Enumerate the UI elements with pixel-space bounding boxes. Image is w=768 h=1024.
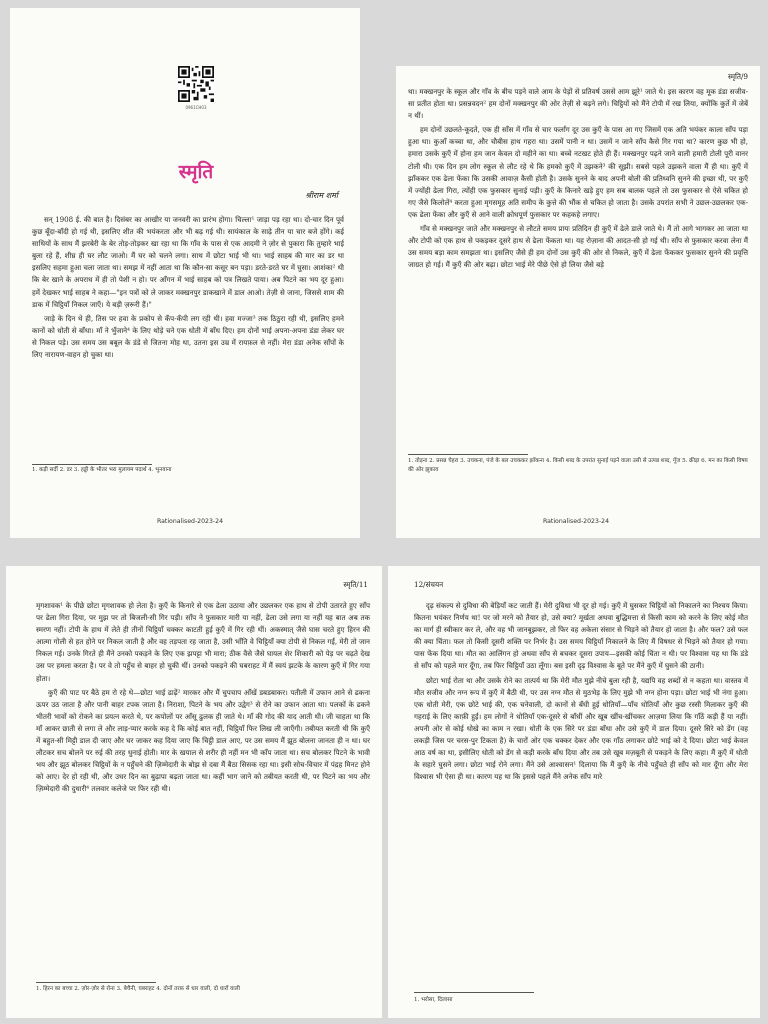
footnotes: 1. भरोसा, दिलासा <box>414 997 453 1003</box>
page-right-bottom <box>388 566 760 1018</box>
chapter-title: स्मृति <box>178 161 214 183</box>
footnotes: 1. कड़ी सर्दी 2. डर 3. हड्डी के भीतर भरा मुलायम पदार्थ 4. भुनवाना <box>32 467 172 473</box>
running-head: 12/संचयन <box>414 580 444 589</box>
footnotes: 1. हिरन का बच्चा 2. ज़ोर-ज़ोर से रोना 3. बेचैनी, घबराहट 4. दोनों तरफ़ से धार वाली, दो धारों वाली <box>36 986 240 992</box>
footnote-rule <box>414 992 534 993</box>
rationalised-stamp: Rationalised-2023-24 <box>542 518 610 525</box>
paragraph: सन् 1908 ई. की बात है। दिसंबर का आखीर या जनवरी का प्रारंभ होगा। चिल्ला¹ जाड़ा पड़ रहा था। दो-चार दिन पूर्व कुछ बूँदा-बाँदी हो गई थी, इसलिए शीत की भयंकरता और भी बढ़ गई थी। सायंकाल के साढ़े तीन या चार बजे होंगे। कई साथियों के साथ मैं झरबेरी के बेर तोड़-तोड़कर खा रहा था कि गाँव के पास से एक आदमी ने ज़ोर से पुकारा कि तुम्हारे भाई बुला रहे हैं, शीघ्र ही घर लौट जाओ। मैं घर को चलने लगा। साथ में छोटा भाई भी था। भाई साहब की मार का डर था इसलिए सहमा हुआ चला जाता था। समझ में नहीं आता था कि कौन-सा कसूर बन पड़ा। डरते-डरते घर में घुसा। आशंका² थी कि बेर खाने के अपराध में ही तो पेशी न हो। पर आँगन में भाई साहब को पत्र लिखते पाया। अब पिटने का भय दूर हुआ। हमें देखकर भाई साहब ने कहा—"इन पत्रों को ले जाकर मक्खनपुर डाकखाने में डाल आओ। तेज़ी से जाना, जिससे शाम की डाक में चिट्ठियाँ निकल जाएँ। ये बड़ी ज़रूरी हैं।" <box>32 215 344 309</box>
running-head: स्मृति/9 <box>727 72 748 81</box>
paragraph: गाँव से मक्खनपुर जाते और मक्खनपुर से लौटते समय प्रायः प्रतिदिन ही कुएँ में ढेले डाले जाते थे। मैं तो आगे भागकर आ जाता था और टोपी को एक हाथ से पकड़कर दूसरे हाथ से ढेला फेंकता था। यह रोज़ाना की आदत-सी हो गई थी। साँप से फुसकार करवा लेना मैं उस समय बड़ा काम समझता था। इसलिए जैसे ही हम दोनों उस कुएँ की ओर से निकले, कुएँ में ढेला फेंककर फुसकार सुनने की प्रवृत्ति जाग्रत हो गई। मैं कुएँ की ओर बढ़ा। छोटा भाई मेरे पीछे ऐसे हो लिया जैसे बड़े <box>408 224 748 270</box>
body-text <box>36 600 370 798</box>
page-left-bottom <box>6 566 382 1018</box>
footnote-rule <box>36 982 156 983</box>
rationalised-stamp: Rationalised-2023-24 <box>156 518 224 525</box>
paragraph: हम दोनों उछलते-कूदते, एक ही साँस में गाँव से चार फर्लांग दूर उस कुएँ के पास आ गए जिसमें एक अति भयंकर काला साँप पड़ा हुआ था। कुआँ कच्चा था, और चौबीस हाथ गहरा था। उसमें पानी न था। उसमें न जाने साँप कैसे गिर गया था? कारण कुछ भी हो, हमारा उसके कुएँ में होना हम जान केवल दो महीने का था। बच्चे नटखट होते ही हैं। मक्खनपुर पढ़ने जाने वाली हमारी टोली पूरी वानर टोली थी। एक दिन हम लोग स्कूल से लौट रहे थे कि हमको कुएँ में उझकने³ की सूझी। सबसे पहले उझकने वाला मैं ही था। कुएँ में झाँककर एक ढेला फेंका कि उसकी आवाज़ कैसी होती है। उसके सुनने के बाद अपनी बोली की प्रतिध्वनि सुनने की इच्छा थी, पर कुएँ में ज्योंही ढेला गिरा, त्योंही एक फुसकार सुनाई पड़ी। कुएँ के किनारे खड़े हुए हम सब बालक पहले तो उस फुसकार से ऐसे चकित हो गए जैसे किलोलें⁴ करता हुआ मृगसमूह अति समीप के कुत्ते की भौंक से चकित हो जाता है। उसके उपरांत सभी ने उछल-उछलकर एक-एक ढेला फेंका और कुएँ से आने वाली क्रोधपूर्ण फुसकार पर कहकहे लगाए। <box>408 125 748 219</box>
body-text <box>32 214 344 363</box>
footnote-rule <box>32 464 152 465</box>
footnotes: 1. तोड़ना 2. प्रसन्न चेहरा 3. उचकना, पंजे के बल उचककर झाँकना 4. किसी शब्द के उपरांत सुनाई पड़ने वाला उसी से उत्पन्न शब्द, गूँज 5. क्रीड़ा 6. मन का किसी विषय की ओर झुकाव <box>408 458 748 473</box>
body-text <box>414 600 748 785</box>
paragraph: मृगशावक¹ के पीछे छोटा मृगशावक हो लेता है। कुएँ के किनारे से एक ढेला उठाया और उछलकर एक हाथ से टोपी उतारते हुए साँप पर ढेला गिरा दिया, पर मुझ पर तो बिजली-सी गिर पड़ी। साँप ने फुसकार मारी या नहीं, ढेला उसे लगा या नहीं यह बात अब तक स्मरण नहीं। टोपी के हाथ में लेते ही तीनों चिट्ठियाँ चक्कर काटती हुई कुएँ में गिर रही थीं। अकस्मात् जैसे घास चरते हुए हिरन की आत्मा गोली से हत होने पर निकल जाती है और वह तड़पता रह जाता है, उसी भाँति वे चिट्ठियाँ क्या टोपी से निकल गईं, मेरी तो जान निकल गई। उनके गिरते ही मैंने उनको पकड़ने के लिए एक झपट्टा भी मारा; ठीक वैसे जैसे घायल शेर शिकारी को पेड़ पर चढ़ते देख उस पर हमला करता है। पर वे तो पहुँच से बाहर हो चुकी थीं। उनको पकड़ने की घबराहट में मैं स्वयं झटके के कारण कुएँ में गिर गया होता। <box>36 601 370 683</box>
paragraph: था। मक्खनपुर के स्कूल और गाँव के बीच पड़ने वाले आम के पेड़ों से प्रतिवर्ष उससे आम झूरे¹ जाते थे। इस कारण वह मूक डंडा सजीव-सा प्रतीत होता था। प्रसन्नवदन² हम दोनों मक्खनपुर की ओर तेज़ी से बढ़ने लगे। चिट्ठियों को मैंने टोपी में रख लिया, क्योंकि कुर्ते में जेबें न थीं। <box>408 87 748 121</box>
paragraph: कुएँ की पाट पर बैठे हम रो रहे थे—छोटा भाई ढाढ़ें² मारकर और मैं चुपचाप आँखें डबडबाकर। पतीली में उफान आने से ढकना ऊपर उठ जाता है और पानी बाहर टपक जाता है। निराशा, पिटने के भय और उद्वेग³ से रोने का उफान आता था। पलकों के ढकने भीतरी भावों को रोकने का प्रयत्न करते थे, पर कपोलों पर आँसू ढुलक ही जाते थे। माँ की गोद की याद आती थी। जी चाहता था कि माँ आकर छाती से लगा ले और लाड़-प्यार करके कह दे कि कोई बात नहीं, चिट्ठियाँ फिर लिख ली जाएँगी। तबीयत करती थी कि कुएँ में बहुत-सी मिट्टी डाल दी जाए और घर जाकर कह दिया जाए कि चिट्ठी डाल आए, पर उस समय मैं झूठ बोलना जानता ही न था। घर लौटकर सच बोलने पर रुई की तरह धुनाई होती। मार के खयाल से शरीर ही नहीं मन भी काँप जाता था। सच बोलकर पिटने के भावी भय और झूठ बोलकर चिट्ठियों के न पहुँचने की ज़िम्मेदारी के बोझ से दबा मैं बैठा सिसक रहा था। इसी सोच-विचार में पंद्रह मिनट होने को आए। देर हो रही थी, और उधर दिन का बुढ़ापा बढ़ता जाता था। कहीं भाग जाने को तबीयत करती थी, पर पिटने का भय और ज़िम्मेदारी की दुधारी⁴ तलवार कलेजे पर फिर रही थी। <box>36 687 370 794</box>
paragraph: जाड़े के दिन थे ही, तिस पर हवा के प्रकोप से कँप-कँपी लग रही थी। हवा मज्जा³ तक ठिठुरा रही थी, इसलिए हमने कानों को धोती से बाँधा। माँ ने भुँजाने⁴ के लिए थोड़े चने एक धोती में बाँध दिए। हम दोनों भाई अपना-अपना डंडा लेकर घर से निकल पड़े। उस समय उस बबूल के डंडे से जितना मोह था, उतना इस उम्र में रायफ़ल से नहीं। मेरा डंडा अनेक साँपों के लिए नारायण-वाहन हो चुका था। <box>32 313 344 360</box>
qr-caption: 0961CH03 <box>185 105 207 110</box>
paragraph: छोटा भाई रोता था और उसके रोने का तात्पर्य था कि मेरी मौत मुझे नीचे बुला रही है, यद्यपि वह शब्दों से न कहता था। वास्तव में मौत सजीव और नग्न रूप में कुएँ में बैठी थी, पर उस नग्न मौत से मुठभेड़ के लिए मुझे भी नग्न होना पड़ा। छोटा भाई भी नंगा हुआ। एक धोती मेरी, एक छोटे भाई की, एक चनेवाली, दो कानों से बँधी हुई धोतियाँ—पाँच धोतियाँ और कुछ रस्सी मिलाकर कुएँ की गहराई के लिए काफ़ी हुईं। हम लोगों ने धोतियाँ एक-दूसरे से बाँधीं और खूब खींच-खींचकर आज़मा लिया कि गाँठें कड़ी हैं या नहीं। अपनी ओर से कोई धोखे का काम न रखा। धोती के एक सिरे पर डंडा बाँधा और उसे कुएँ में डाल दिया। दूसरे सिरे को डेंग (वह लकड़ी जिस पर चरस-पुर टिकता है) के चारों ओर एक चक्कर देकर और एक गाँठ लगाकर छोटे भाई को दे दिया। छोटा भाई केवल आठ वर्ष का था, इसीलिए धोती को डेंग से कड़ी करके बाँध दिया और तब उसे खूब मज़बूती से पकड़ने के लिए कहा। मैं कुएँ में धोती के सहारे घुसने लगा। छोटा भाई रोने लगा। मैंने उसे आश्वासन¹ दिलाया कि मैं कुएँ के नीचे पहुँचते ही साँप को मार दूँगा और मेरा विश्वास भी ऐसा ही था। कारण यह था कि इससे पहले मैंने अनेक साँप मारे <box>414 675 748 782</box>
paragraph: दृढ़ संकल्प से दुविधा की बेड़ियाँ कट जाती हैं। मेरी दुविधा भी दूर हो गई। कुएँ में घुसकर चिट्ठियों को निकालने का निश्चय किया। कितना भयंकर निर्णय था! पर जो मरने को तैयार हो, उसे क्या? मूर्खता अथवा बुद्धिमत्ता से किसी काम को करने के लिए कोई मौत का मार्ग ही स्वीकार कर ले, और वह भी जानबूझकर, तो फिर वह अकेला संसार से भिड़ने को तैयार हो जाता है। और फल? उसे फल की क्या चिंता। फल तो किसी दूसरी शक्ति पर निर्भर है। उस समय चिट्ठियाँ निकालने के लिए मैं विषधर से भिड़ने को तैयार हो गया। पास फेंक दिया था। मौत का आलिंगन हो अथवा साँप से बचकर दूसरा उपाय—इसकी कोई चिंता न थी। पर विश्वास यह था कि डंडे से साँप को पहले मार दूँगा, तब फिर चिट्ठियाँ उठा लूँगा। बस इसी दृढ़ विश्वास के बूते पर मैंने कुएँ में घुसने की ठानी। <box>414 601 748 671</box>
body-text <box>408 86 748 273</box>
qr-code-icon <box>178 66 214 102</box>
running-head: स्मृति/11 <box>343 580 368 589</box>
page-left-top <box>10 8 360 538</box>
footnote-rule <box>408 454 528 455</box>
author-name: श्रीराम शर्मा <box>305 191 338 200</box>
page-right-top <box>396 66 760 538</box>
